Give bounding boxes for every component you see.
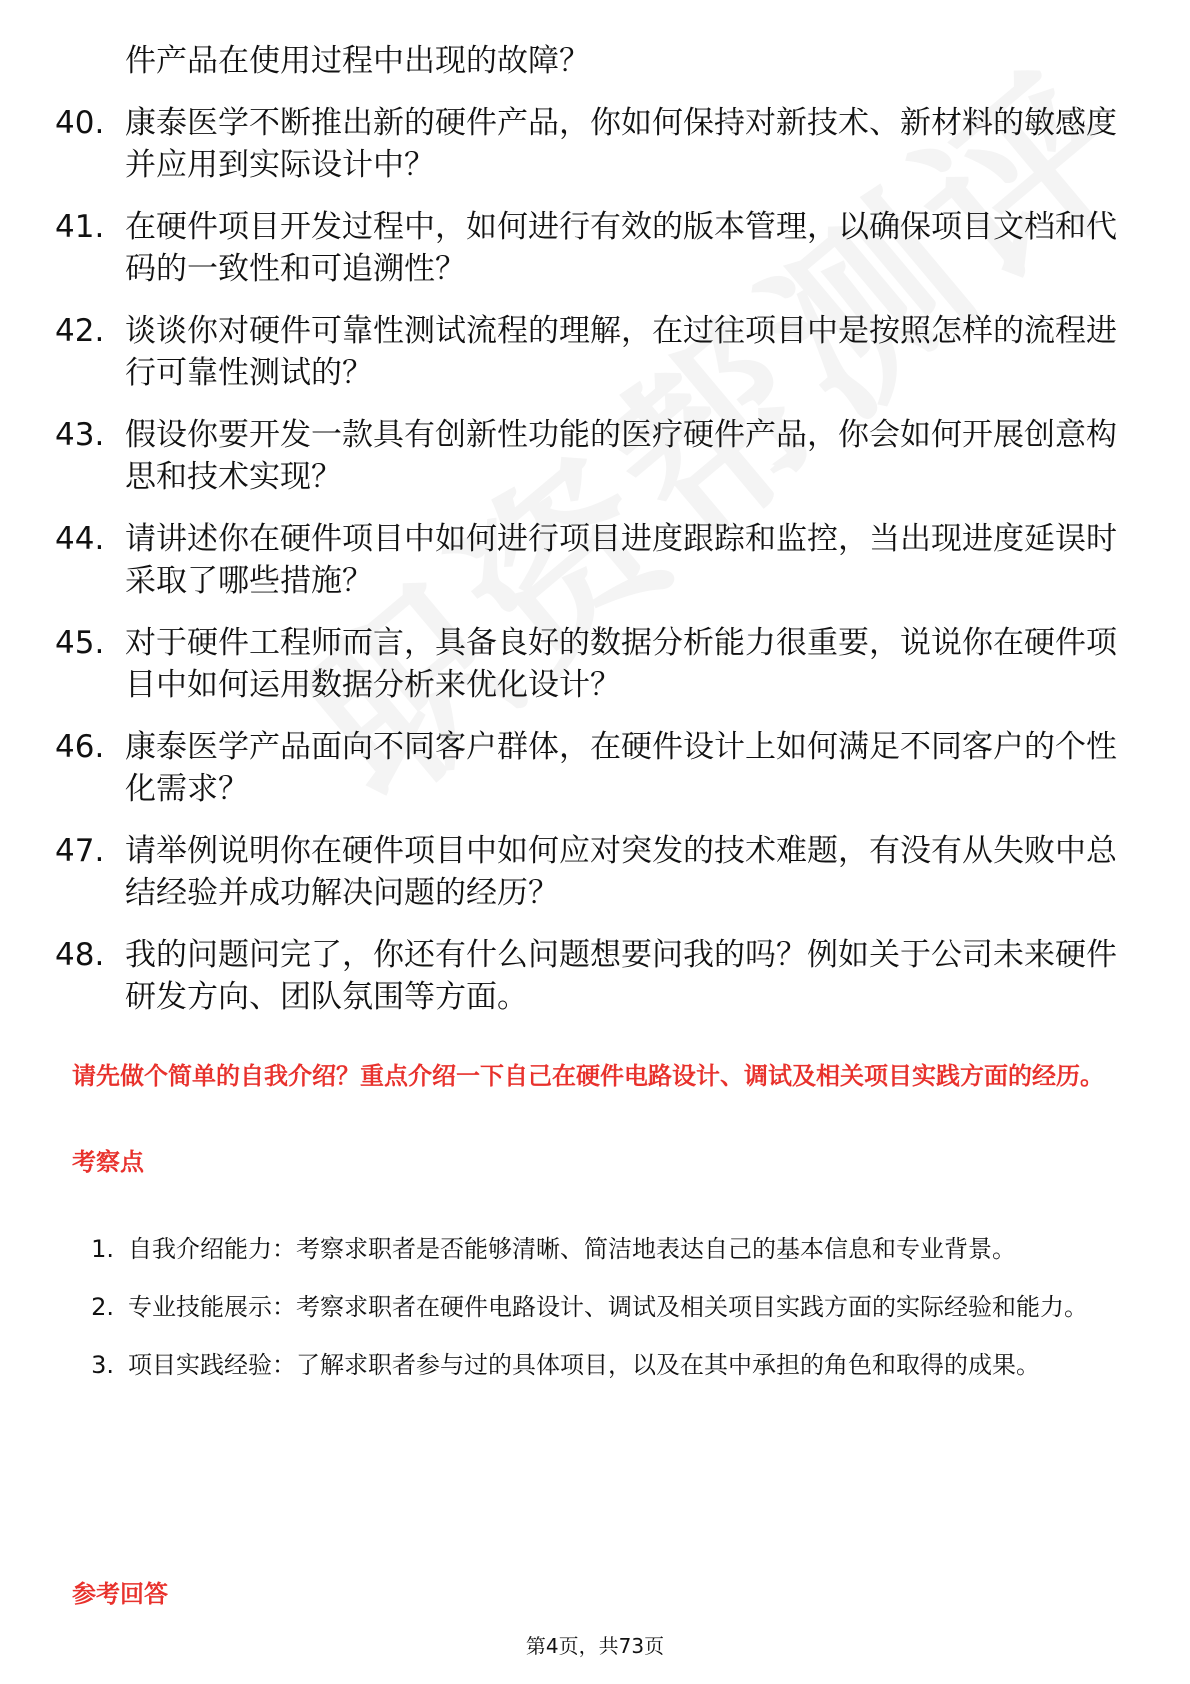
question-number: 44. (55, 521, 105, 557)
question-number: 43. (55, 417, 105, 453)
question-text: 我的问题问完了，你还有什么问题想要问我的吗？例如关于公司未来硬件研发方向、团队氛围等方面。 (125, 937, 1117, 1015)
point-number: 2. (91, 1293, 114, 1321)
question-number: 47. (55, 833, 105, 869)
question-text: 对于硬件工程师而言，具备良好的数据分析能力很重要，说说你在硬件项目中如何运用数据分析来优化设计？ (125, 625, 1117, 703)
list-item (55, 934, 1135, 1018)
question-number: 41. (55, 209, 105, 245)
question-text: 假设你要开发一款具有创新性功能的医疗硬件产品，你会如何开展创意构思和技术实现？ (125, 417, 1117, 495)
list-item (72, 1336, 1132, 1394)
point-text: 项目实践经验：了解求职者参与过的具体项目，以及在其中承担的角色和取得的成果。 (128, 1351, 1040, 1379)
question-text: 谈谈你对硬件可靠性测试流程的理解，在过往项目中是按照怎样的流程进行可靠性测试的？ (125, 313, 1117, 391)
list-item (55, 622, 1135, 706)
question-text: 在硬件项目开发过程中，如何进行有效的版本管理，以确保项目文档和代码的一致性和可追溯性？ (125, 209, 1117, 287)
assessment-points (72, 1220, 1132, 1394)
question-number: 40. (55, 105, 105, 141)
list-item (55, 830, 1135, 914)
list-item (55, 206, 1135, 290)
question-number: 45. (55, 625, 105, 661)
list-item (55, 414, 1135, 498)
list-item (55, 726, 1135, 810)
point-number: 1. (91, 1235, 114, 1263)
question-list (55, 40, 1135, 1038)
list-item (55, 518, 1135, 602)
list-item (72, 1220, 1132, 1278)
question-text: 请举例说明你在硬件项目中如何应对突发的技术难题，有没有从失败中总结经验并成功解决问题的经历？ (125, 833, 1117, 911)
point-number: 3. (91, 1351, 114, 1379)
featured-question: 请先做个简单的自我介绍？重点介绍一下自己在硬件电路设计、调试及相关项目实践方面的经历。 (72, 1062, 1104, 1090)
question-text: 件产品在使用过程中出现的故障？ (125, 43, 590, 79)
question-text: 请讲述你在硬件项目中如何进行项目进度跟踪和监控，当出现进度延误时采取了哪些措施？ (125, 521, 1117, 599)
question-number: 42. (55, 313, 105, 349)
question-text: 康泰医学不断推出新的硬件产品，你如何保持对新技术、新材料的敏感度并应用到实际设计中？ (125, 105, 1117, 183)
list-item (55, 40, 1135, 82)
page-footer: 第4页，共73页 (525, 1634, 665, 1658)
reference-heading: 参考回答 (72, 1580, 168, 1608)
question-text: 康泰医学产品面向不同客户群体，在硬件设计上如何满足不同客户的个性化需求？ (125, 729, 1117, 807)
list-item (55, 102, 1135, 186)
point-text: 专业技能展示：考察求职者在硬件电路设计、调试及相关项目实践方面的实际经验和能力。 (128, 1293, 1088, 1321)
point-text: 自我介绍能力：考察求职者是否能够清晰、简洁地表达自己的基本信息和专业背景。 (128, 1235, 1016, 1263)
assessment-heading: 考察点 (72, 1148, 144, 1176)
question-number: 48. (55, 937, 105, 973)
list-item (72, 1278, 1132, 1336)
list-item (55, 310, 1135, 394)
question-number: 46. (55, 729, 105, 765)
